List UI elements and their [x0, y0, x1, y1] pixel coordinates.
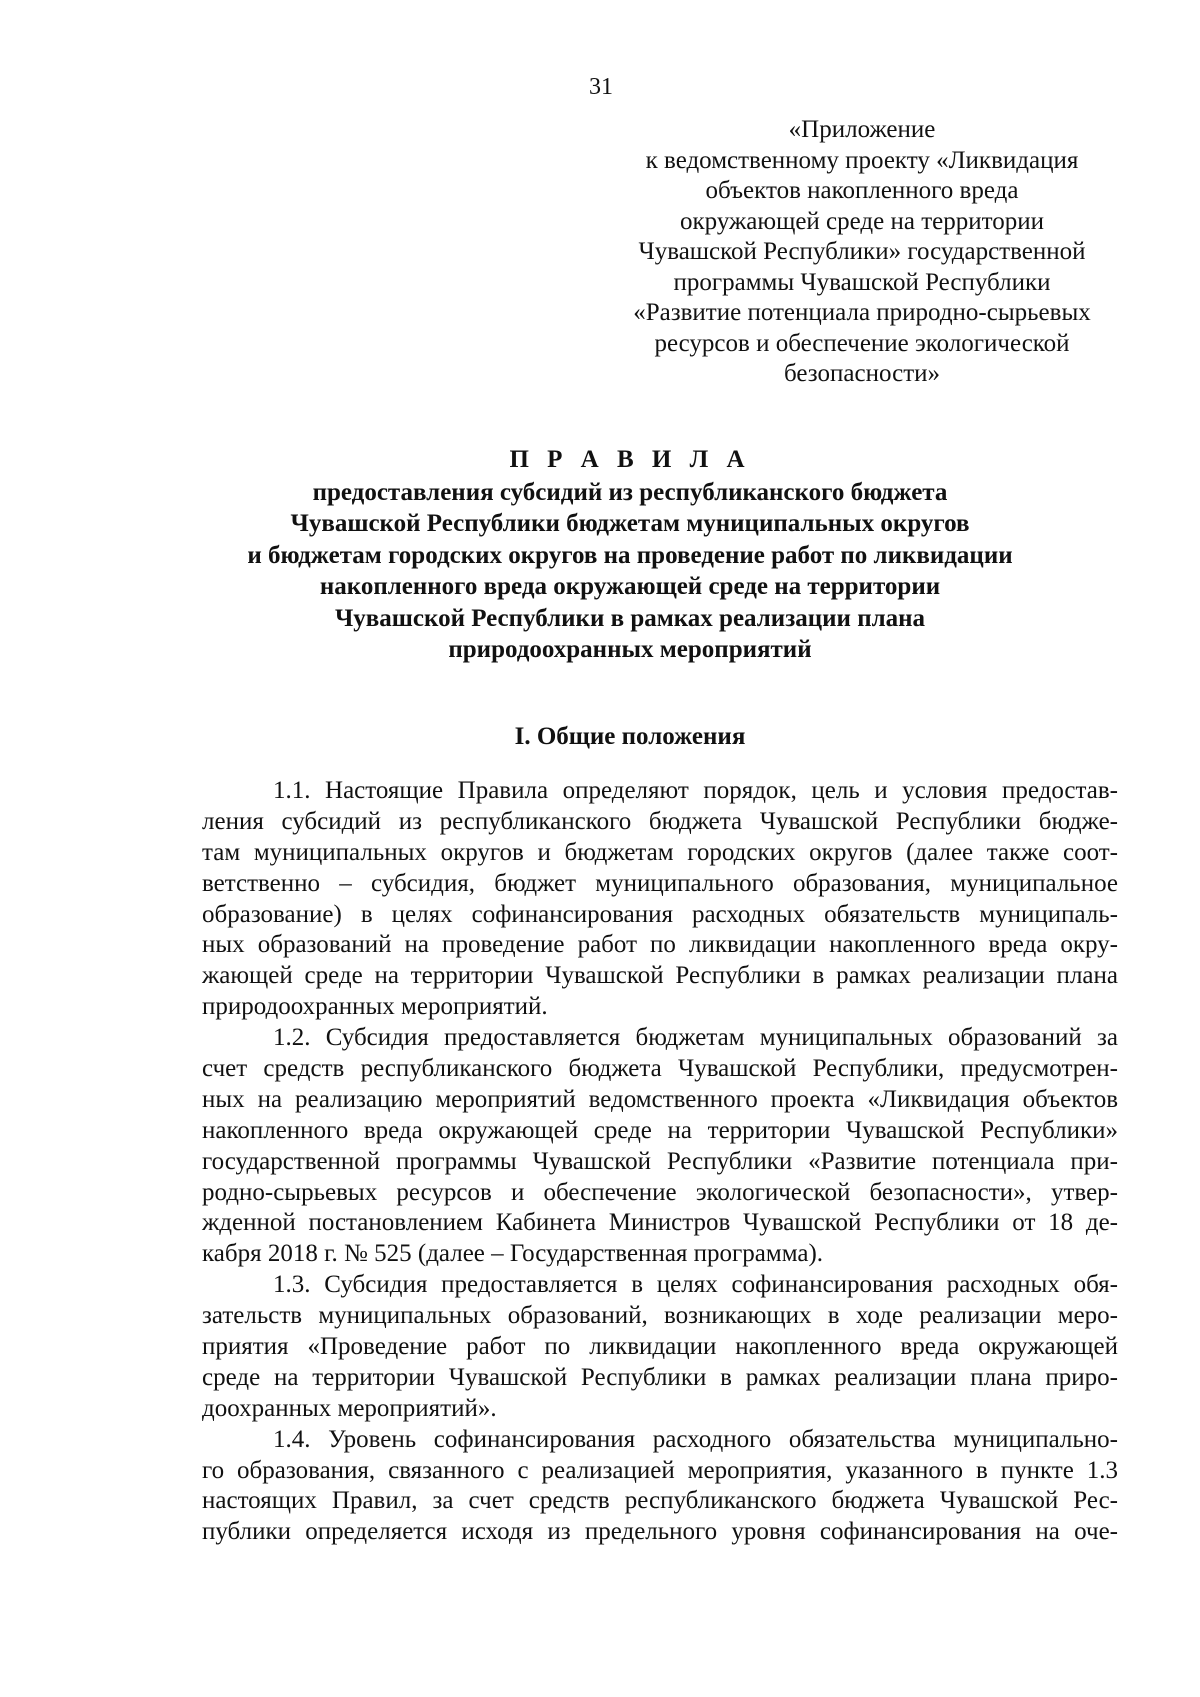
- body-line: 1.3. Субсидия предоставляется в целях софинансирования расходных обя-: [273, 1271, 1118, 1299]
- body-line: ных на реализацию мероприятий ведомственного проекта «Ликвидация объектов: [202, 1085, 1118, 1113]
- body-line: среде на территории Чувашской Республики в рамках реализации плана приро-: [202, 1363, 1118, 1391]
- body-text: [202, 776, 1118, 1548]
- body-line: государственной программы Чувашской Республики «Развитие потенциала при-: [202, 1147, 1118, 1175]
- body-line: приятия «Проведение работ по ликвидации накопленного вреда окружающей: [202, 1333, 1118, 1361]
- body-line: счет средств республиканского бюджета Чувашской Республики, предусмотрен-: [202, 1055, 1118, 1083]
- body-line: накопленного вреда окружающей среде на территории Чувашской Республики»: [202, 1116, 1118, 1144]
- title-subtitle-line: накопленного вреда окружающей среде на территории: [319, 573, 941, 600]
- body-line: настоящих Правил, за счет средств республиканского бюджета Чувашской Рес-: [202, 1487, 1118, 1515]
- appendix-line: ресурсов и обеспечение экологической: [654, 329, 1070, 357]
- appendix-line: окружающей среде на территории: [680, 207, 1044, 235]
- body-line: 1.1. Настоящие Правила определяют порядок, цель и условия предостав-: [273, 777, 1118, 804]
- appendix-line: к ведомственному проекту «Ликвидация: [645, 146, 1079, 174]
- body-line: 1.4. Уровень софинансирования расходного обязательства муниципально-: [273, 1425, 1118, 1453]
- appendix-line: безопасности»: [784, 360, 940, 387]
- title-subtitle-line: предоставления субсидий из республиканского бюджета: [312, 478, 948, 506]
- appendix-line: «Развитие потенциала природно-сырьевых: [633, 299, 1091, 326]
- body-line: ветственно – субсидия, бюджет муниципального образования, муниципальное: [202, 869, 1118, 897]
- body-line: публики определяется исходя из предельного уровня софинансирования на оче-: [202, 1518, 1118, 1546]
- body-line: родно-сырьевых ресурсов и обеспечение экологической безопасности», утвер-: [202, 1178, 1118, 1206]
- appendix-line: Чувашской Республики» государственной: [638, 238, 1086, 265]
- body-line: ления субсидий из республиканского бюджета Чувашской Республики бюдже-: [202, 807, 1118, 835]
- body-line: образование) в целях софинансирования расходных обязательств муниципаль-: [202, 900, 1118, 928]
- body-line: зательств муниципальных образований, возникающих в ходе реализации меро-: [202, 1302, 1118, 1330]
- page-number: 31: [589, 74, 613, 100]
- appendix-line: «Приложение: [788, 116, 936, 143]
- body-line: природоохранных мероприятий.: [202, 993, 548, 1021]
- title-subtitle-line: природоохранных мероприятий: [448, 636, 812, 663]
- body-line: там муниципальных округов и бюджетам городских округов (далее также соот-: [202, 838, 1118, 866]
- appendix-line: программы Чувашской Республики: [673, 268, 1051, 296]
- appendix-note: [602, 115, 1122, 390]
- body-line: го образования, связанного с реализацией мероприятия, указанного в пункте 1.3: [202, 1456, 1118, 1484]
- body-line: ных образований на проведение работ по ликвидации накопленного вреда окру-: [202, 931, 1118, 959]
- body-line: кабря 2018 г. № 525 (далее – Государственная программа).: [202, 1240, 824, 1268]
- section-heading: I. Общие положения: [514, 723, 746, 750]
- body-line: жденной постановлением Кабинета Министров Чувашской Республики от 18 де-: [202, 1209, 1118, 1237]
- title-subtitle-line: и бюджетам городских округов на проведение работ по ликвидации: [247, 541, 1013, 569]
- body-line: доохранных мероприятий».: [202, 1394, 497, 1422]
- body-line: 1.2. Субсидия предоставляется бюджетам муниципальных образований за: [273, 1024, 1118, 1052]
- document-title: [200, 444, 1060, 666]
- title-subtitle-line: Чувашской Республики бюджетам муниципальных округов: [290, 510, 970, 537]
- appendix-line: объектов накопленного вреда: [705, 177, 1019, 204]
- body-line: жающей среде на территории Чувашской Республики в рамках реализации плана: [202, 962, 1118, 990]
- title-subtitle-line: Чувашской Республики в рамках реализации плана: [334, 604, 926, 632]
- title-main: П Р А В И Л А: [509, 446, 751, 473]
